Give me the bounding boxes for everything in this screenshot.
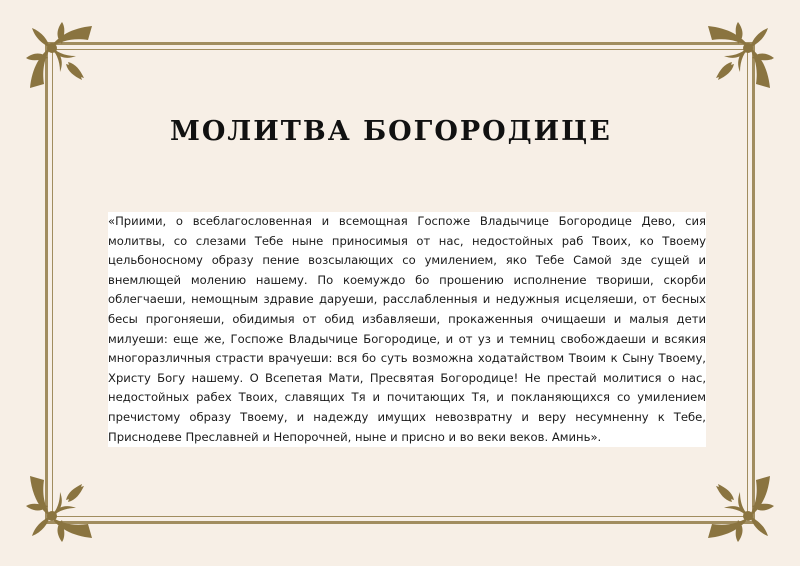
corner-ornament-top-right-icon bbox=[700, 18, 778, 96]
page-title: МОЛИТВА БОГОРОДИЦЕ bbox=[170, 116, 612, 147]
prayer-text: «Приими, о всеблагословенная и всемощная Госпоже Владычице Богородице Дево, сия молитвы, со слезами Тебе ныне приносимыя от нас, недостойных раб Твоих, ко Твоему цельбоносному образу пение возсылающих со умилением, яко Тебе Самой зде сущей и внемлющей молению нашему. По коемуждо бо прошению исполнение твориши, скорби облегчаеши, немощным здравие даруеши, расслабленныя и недужныя исцеляеши, от бесных бесы прогоняеши, обидимыя от обид избавляеши, прокаженныя очищаеши и малыя дети милуеши: еще же, Госпоже Владычице Богородице, и от уз и темниц свобождаеши и всякия многоразличныя страсти врачуеши: вся бо суть возможна ходатайством Твоим к Сыну Твоему, Христу Богу нашему. О Всепетая Мати, Пресвятая Богородице! Не престай молитися о нас, недостойных рабех Твоих, славящих Тя и почитающих Тя, и покланяющихся со умилением пречистому образу Твоему, и надежду имущих невозвратну и веру несумненну к Тебе, Приснодеве Преславней и Непорочней, ныне и присно и во веки веков. Аминь». bbox=[108, 212, 706, 447]
corner-ornament-top-left-icon bbox=[22, 18, 100, 96]
corner-ornament-bottom-right-icon bbox=[700, 468, 778, 546]
corner-ornament-bottom-left-icon bbox=[22, 468, 100, 546]
